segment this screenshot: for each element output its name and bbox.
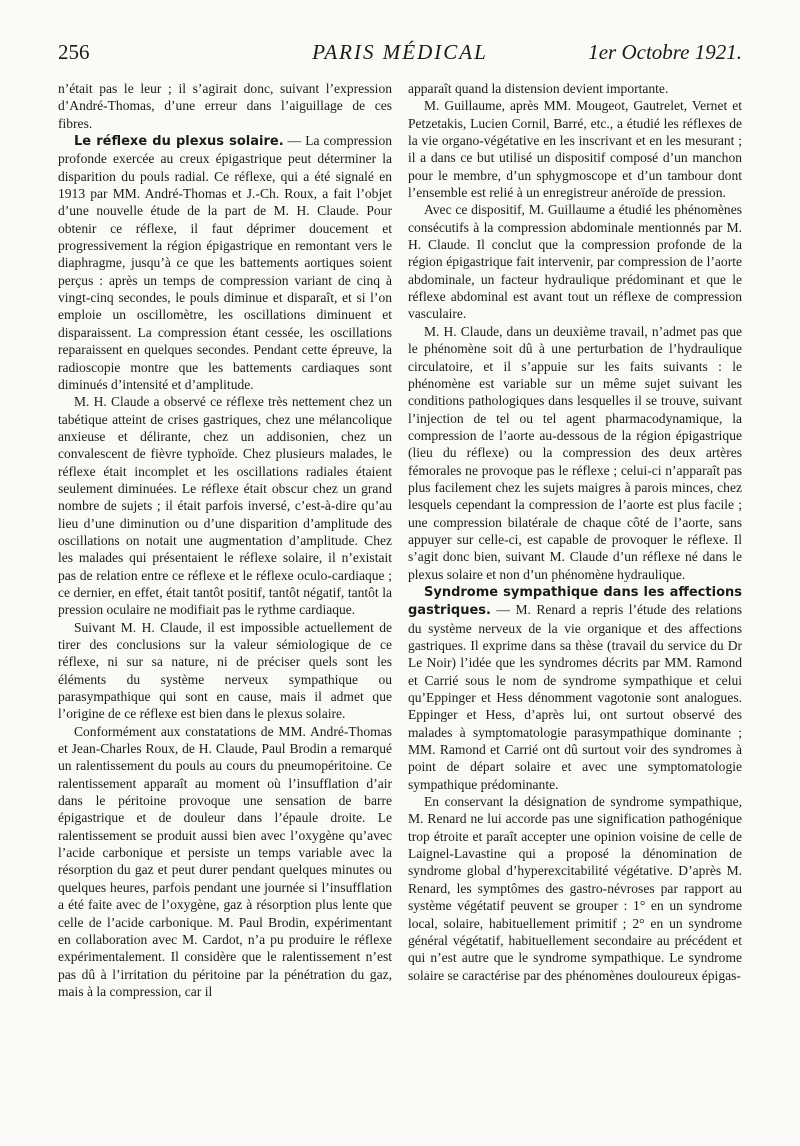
paragraph: n’était pas le leur ; il s’agirait donc, suivant l’expression d’André-Thomas, d’une erreur dans l’aiguillage de ces fibres.	[58, 81, 392, 131]
paragraph: apparaît quand la distension devient importante.	[408, 81, 669, 96]
paragraph: Avec ce dispositif, M. Guillaume a étudié les phénomènes consécutifs à la compression abdominale mentionnés par M. H. Claude. Il conclut que la compression profonde de la région épigastrique fait intervenir, par compression de l’aorte abdominale, un facteur hydraulique prédominant et que le réflexe abdominal est avant tout un réflexe de compression vasculaire.	[408, 202, 742, 322]
journal-title: PARIS MÉDICAL	[312, 40, 488, 64]
issue-date: 1er Octobre 1921.	[588, 40, 742, 64]
paragraph: Suivant M. H. Claude, il est impossible actuellement de tirer des conclusions sur la valeur sémiologique de ce réflexe, ni sur sa nature, ni de préciser quels sont les éléments du système nerveux sympathique ou parasympathique qui sont en cause, mais il admet que l’origine de ce réflexe est bien dans le plexus solaire.	[58, 619, 392, 722]
section-heading: Le réflexe du plexus solaire.	[74, 134, 284, 150]
section-paragraph	[58, 132, 392, 393]
paragraph: M. H. Claude a observé ce réflexe très nettement chez un tabétique atteint de crises gastriques, chez une mélancolique anxieuse et délirante, chez un addisonien, chez un convalescent de fièvre typhoïde. Chez plusieurs malades, le réflexe était incomplet et les oscillations radiales étaient seulement diminuées. Le réflexe était obscur chez un grand nombre de sujets ; il était parfois inversé, c’est-à-dire qu’au lieu d’une diminution ou d’une disparition d’amplitude des oscillations on notait une augmentation d’amplitude. Chez les malades qui présentaient le réflexe solaire, il n’existait pas de relation entre ce réflexe et le réflexe oculo-cardiaque ; ce dernier, en effet, était tantôt positif, tantôt négatif, tantôt la pression oculaire ne modifiait pas le rythme cardiaque.	[58, 394, 392, 618]
section-heading: Syndrome sympathique dans les affections gastriques.	[408, 584, 742, 619]
two-column-body	[58, 80, 742, 1000]
paragraph: En conservant la désignation de syndrome sympathique, M. Renard ne lui accorde pas une signification pathogénique trop étroite et paraît accepter une opinion voisine de celle de Laignel-Lavastine qui a proposé la dénomination de syndrome global d’hyperexcitabilité végétative. D’après M. Renard, les symptômes des gastro-névroses par rapport au système végétatif peuvent se grouper : 1° en un syndrome local, solaire, habituellement primitif ; 2° en un syndrome général végétatif, habituellement secondaire au précédent et qui n’est autre que le syndrome sympathique. Le syndrome solaire se caractérise par des phénomènes douloureux épigas-	[408, 794, 742, 983]
right-column	[408, 80, 742, 1000]
paragraph: M. Guillaume, après MM. Mougeot, Gautrelet, Vernet et Petzetakis, Lucien Cornil, Barré, etc., a étudié les réflexes de la vie organo-végétative en les inscrivant et en les mesurant ; il a dans ce but utilisé un dispositif composé d’un manchon pour le membre, d’un sphygmoscope et d’un tambour dont l’ensemble est relié à un enregistreur anéroïde de pression.	[408, 98, 742, 201]
paragraph-text: — La compression profonde exercée au creux épigastrique peut déterminer la disparition du pouls radial. Ce réflexe, qui a été signalé en 1913 par MM. André-Thomas et J.-Ch. Roux, a fait l’objet d’une nouvelle étude de la part de M. H. Claude. Pour obtenir ce réflexe, il faut déprimer doucement et progressivement la région épigastrique en remontant vers le diaphragme, jusqu’à ce que les battements aortiques soient perçus : après un temps de compression variant de cinq à vingt-cinq secondes, le pouls diminue et disparaît, et si l’on emploie un oscillomètre, les oscillations diminuent et disparaissent. La compression étant cessée, les oscillations reparaissent en quelques secondes. Pendant cette épreuve, la radioscopie montre que les battements cardiaques sont diminués d’intensité et d’amplitude.	[58, 133, 392, 392]
section-paragraph	[408, 583, 742, 793]
page-header	[58, 40, 742, 70]
paragraph: Conformément aux constatations de MM. André-Thomas et Jean-Charles Roux, de H. Claude, Paul Brodin a remarqué un ralentissement du pouls au cours du pneumopéritoine. Ce ralentissement apparaît au moment où l’insufflation d’air dans le péritoine provoque une sensation de barre épigastrique et de douleur dans l’épaule droite. Le ralentissement se produit aussi bien avec l’oxygène qu’avec l’acide carbonique et persiste un temps variable avec la résorption du gaz et peut durer pendant quelques minutes ou quelques heures, parfois pendant une journée si l’insufflation a été faite avec de l’oxygène, gaz à résorption plus lente que celle de l’acide carbonique. M. Paul Brodin, expérimentant en collaboration avec M. Cardot, n’a pu produire le réflexe expérimentalement. Il considère que le ralentissement n’est pas dû à l’irritation du péritoine par la pénétration du gaz, mais à la compression, car il	[58, 723, 392, 999]
page-number: 256	[58, 40, 90, 64]
left-column	[58, 80, 392, 1000]
paragraph-text: — M. Renard a repris l’étude des relations du système nerveux de la vie organique et des affections gastriques. Il exprime dans sa thèse (travail du service du Dr Le Noir) l’idée que les syndromes décrits par MM. Ramond et Carrié sous le nom de syndrome sympathique et celui qu’Eppinger et Hess dénomment vagotonie sont analogues. Eppinger et Hess, d’après lui, ont surtout observé des malades à symptomatologie parasympathique dominante ; MM. Ramond et Carrié ont dû surtout voir des syndromes à point de départ solaire et avec une symptomatologie sympathique prédominante.	[408, 602, 742, 792]
paragraph: M. H. Claude, dans un deuxième travail, n’admet pas que le phénomène soit dû à une perturbation de l’hydraulique circulatoire, et il s’appuie sur les faits suivants : le phénomène est variable sur un même sujet suivant les conditions pathologiques dans lesquelles il se trouve, suivant l’injection de tel ou tel agent pharmacodynamique, la compression de l’aorte au-dessous de la région épigastrique (lieu du réflexe) ou la compression des deux artères fémorales ne provoque pas le réflexe ; celui-ci n’apparaît pas plus facilement chez les sujets maigres à parois minces, chez lesquels cependant la compression de l’aorte est plus facile ; une compression bilatérale de chaque côté de l’aorte, sans appuyer sur celle-ci, est capable de provoquer le réflexe. Il s’agit donc bien, suivant M. Claude d’un réflexe né dans le plexus solaire et non d’un phénomène hydraulique.	[408, 323, 742, 582]
